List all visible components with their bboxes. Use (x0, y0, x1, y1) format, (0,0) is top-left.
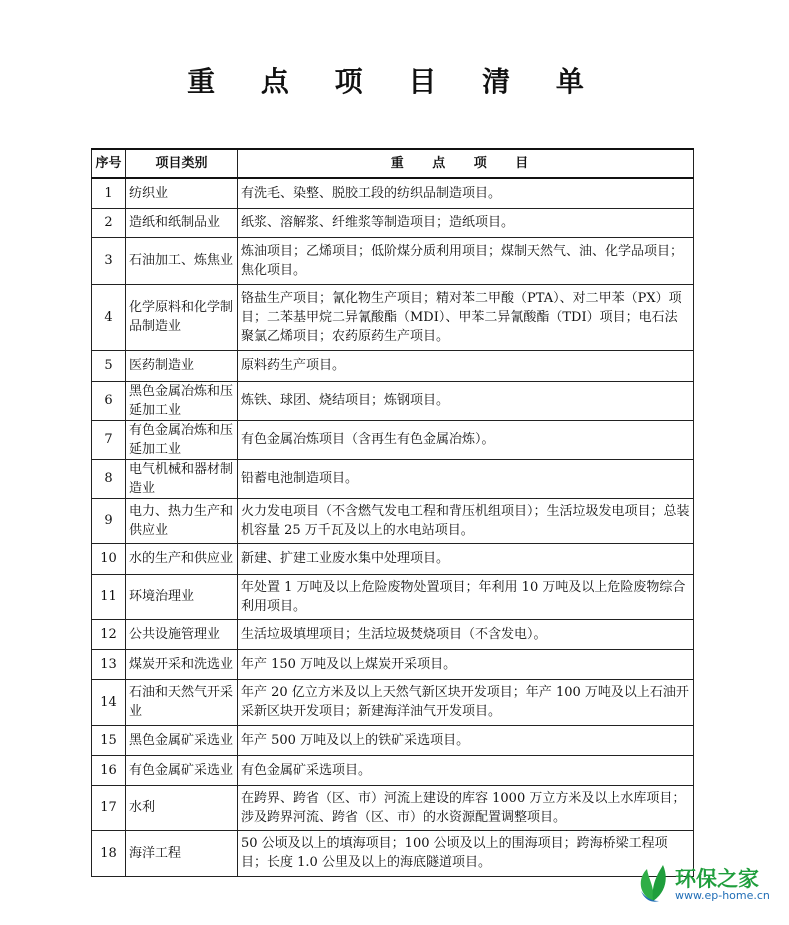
row-key-project: 原料药生产项目。 (238, 350, 694, 381)
row-key-project: 有色金属矿采选项目。 (238, 755, 694, 785)
watermark-name: 环保之家 (675, 867, 759, 891)
table-row (92, 830, 694, 876)
row-key-project: 年处置 1 万吨及以上危险废物处置项目；年利用 10 万吨及以上危险废物综合利用项目。 (238, 574, 694, 619)
row-number: 6 (92, 381, 126, 420)
table-row (92, 284, 694, 350)
table-row (92, 237, 694, 284)
row-key-project: 有色金属冶炼项目（含再生有色金属冶炼）。 (238, 420, 694, 459)
row-number: 14 (92, 679, 126, 725)
row-number: 4 (92, 284, 126, 350)
row-category: 化学原料和化学制品制造业 (126, 284, 238, 350)
table-row (92, 679, 694, 725)
row-number: 16 (92, 755, 126, 785)
table-row (92, 619, 694, 649)
row-key-project: 铅蓄电池制造项目。 (238, 459, 694, 498)
row-key-project: 火力发电项目（不含燃气发电工程和背压机组项目）；生活垃圾发电项目；总装机容量 25 万千瓦及以上的水电站项目。 (238, 498, 694, 543)
row-number: 5 (92, 350, 126, 381)
row-category: 电气机械和器材制造业 (126, 459, 238, 498)
row-number: 15 (92, 725, 126, 755)
leaf-logo-icon (633, 861, 673, 905)
row-key-project: 年产 500 万吨及以上的铁矿采选项目。 (238, 725, 694, 755)
table-row (92, 755, 694, 785)
row-category: 有色金属矿采选业 (126, 755, 238, 785)
row-number: 18 (92, 830, 126, 876)
row-category: 煤炭开采和洗选业 (126, 649, 238, 679)
row-key-project: 年产 20 亿立方米及以上天然气新区块开发项目；年产 100 万吨及以上石油开采新区块开发项目；新建海洋油气开发项目。 (238, 679, 694, 725)
key-projects-table (91, 148, 694, 877)
table-row (92, 498, 694, 543)
row-category: 石油和天然气开采业 (126, 679, 238, 725)
row-key-project: 50 公顷及以上的填海项目；100 公顷及以上的围海项目；跨海桥梁工程项目；长度 1.0 公里及以上的海底隧道项目。 (238, 830, 694, 876)
row-number: 2 (92, 208, 126, 237)
row-number: 3 (92, 237, 126, 284)
row-key-project: 有洗毛、染整、脱胶工段的纺织品制造项目。 (238, 178, 694, 208)
row-number: 12 (92, 619, 126, 649)
table-row (92, 543, 694, 574)
watermark-logo (633, 861, 783, 911)
header-key-projects: 重 点 项 目 (238, 149, 694, 178)
row-category: 纺织业 (126, 178, 238, 208)
row-category: 电力、热力生产和供应业 (126, 498, 238, 543)
row-number: 8 (92, 459, 126, 498)
row-number: 1 (92, 178, 126, 208)
watermark-url: www.ep-home.cn (675, 889, 770, 902)
row-key-project: 在跨界、跨省（区、市）河流上建设的库容 1000 万立方米及以上水库项目；涉及跨界河流、跨省（区、市）的水资源配置调整项目。 (238, 785, 694, 830)
row-category: 环境治理业 (126, 574, 238, 619)
row-key-project: 炼铁、球团、烧结项目；炼钢项目。 (238, 381, 694, 420)
table-row (92, 350, 694, 381)
row-number: 17 (92, 785, 126, 830)
row-category: 海洋工程 (126, 830, 238, 876)
row-category: 水利 (126, 785, 238, 830)
row-category: 石油加工、炼焦业 (126, 237, 238, 284)
row-category: 公共设施管理业 (126, 619, 238, 649)
table-row (92, 420, 694, 459)
page-title: 重 点 项 目 清 单 (187, 65, 602, 98)
table-row (92, 785, 694, 830)
row-number: 7 (92, 420, 126, 459)
table-row (92, 725, 694, 755)
row-category: 造纸和纸制品业 (126, 208, 238, 237)
row-number: 13 (92, 649, 126, 679)
table-row (92, 381, 694, 420)
row-key-project: 纸浆、溶解浆、纤维浆等制造项目；造纸项目。 (238, 208, 694, 237)
table-row (92, 208, 694, 237)
table-row (92, 178, 694, 208)
row-key-project: 炼油项目；乙烯项目；低阶煤分质利用项目；煤制天然气、油、化学品项目；焦化项目。 (238, 237, 694, 284)
row-key-project: 年产 150 万吨及以上煤炭开采项目。 (238, 649, 694, 679)
row-number: 11 (92, 574, 126, 619)
table-row (92, 649, 694, 679)
header-category: 项目类别 (126, 149, 238, 178)
row-category: 有色金属冶炼和压延加工业 (126, 420, 238, 459)
row-number: 9 (92, 498, 126, 543)
table-row (92, 574, 694, 619)
table-row (92, 459, 694, 498)
header-seq: 序号 (92, 149, 126, 178)
row-category: 医药制造业 (126, 350, 238, 381)
row-key-project: 铬盐生产项目；氰化物生产项目；精对苯二甲酸（PTA）、对二甲苯（PX）项目；二苯基甲烷二异氰酸酯（MDI）、甲苯二异氰酸酯（TDI）项目；电石法聚氯乙烯项目；农药原药生产项目。 (238, 284, 694, 350)
row-category: 黑色金属冶炼和压延加工业 (126, 381, 238, 420)
row-key-project: 生活垃圾填埋项目；生活垃圾焚烧项目（不含发电）。 (238, 619, 694, 649)
row-category: 黑色金属矿采选业 (126, 725, 238, 755)
row-number: 10 (92, 543, 126, 574)
row-category: 水的生产和供应业 (126, 543, 238, 574)
row-key-project: 新建、扩建工业废水集中处理项目。 (238, 543, 694, 574)
table-header-row (92, 149, 694, 178)
